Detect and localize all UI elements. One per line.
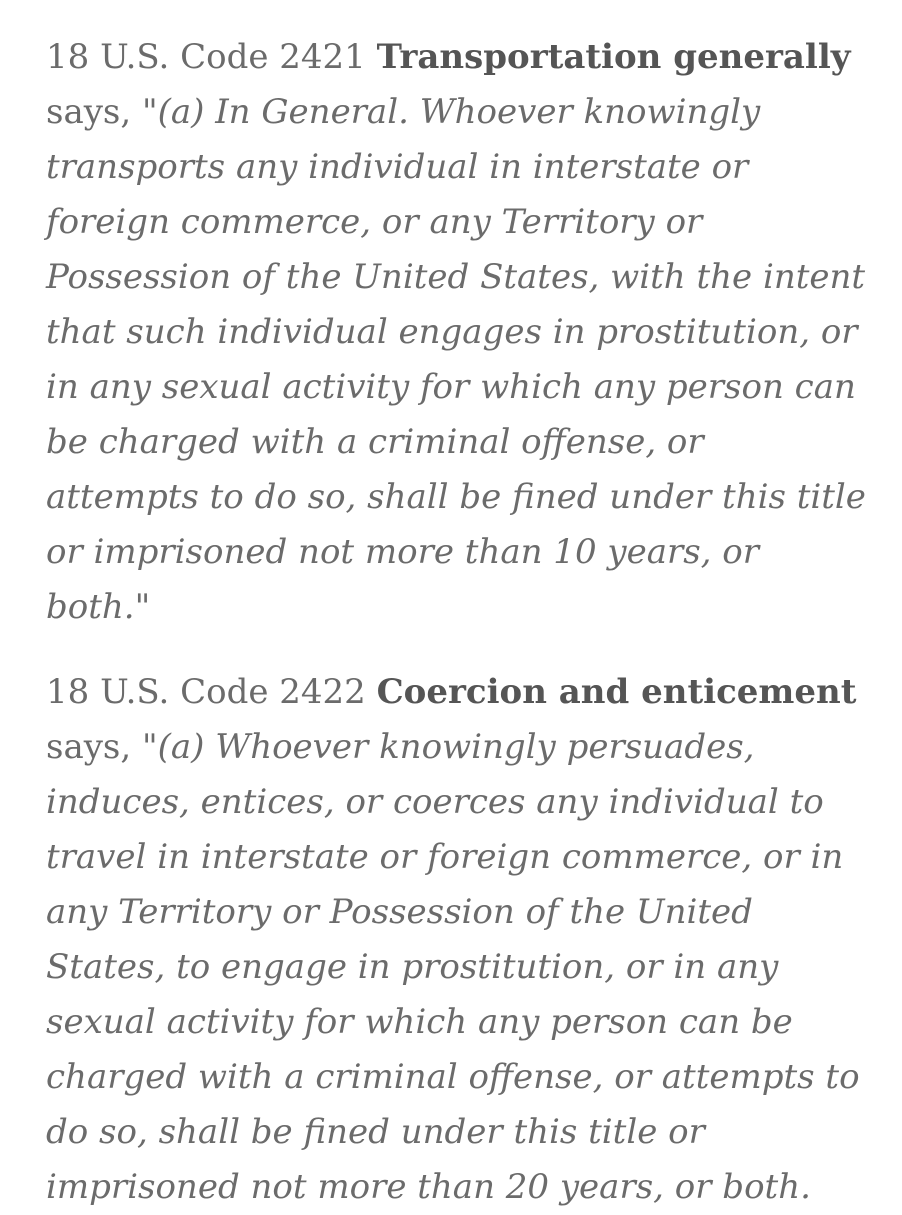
statute-title: Transportation generally	[376, 37, 851, 77]
close-quote: "	[134, 587, 151, 627]
open-quote: "	[142, 92, 158, 132]
says-label: says,	[46, 92, 132, 132]
code-reference: 18 U.S. Code 2422	[46, 672, 366, 712]
code-reference: 18 U.S. Code 2421	[46, 37, 366, 77]
statute-2421-paragraph	[46, 30, 866, 635]
statute-2422-paragraph	[46, 665, 866, 1215]
document-body	[46, 30, 866, 1215]
statute-quote: (a) Whoever knowingly persuades, induces, entices, or coerces any individual to travel in interstate or foreign commerce, or in any Territory or Possession of the United States, to engage in prostitution, or in any sexual activity for which any person can be charged with a criminal offense, or attempts to do so, shall be fined under this title or imprisoned not more than 20 years, or both.	[46, 727, 860, 1207]
says-label: says,	[46, 727, 132, 767]
statute-quote: (a) In General. Whoever knowingly transports any individual in interstate or foreign commerce, or any Territory or Possession of the United States, with the intent that such individual engages in prostitution, or in any sexual activity for which any person can be charged with a criminal offense, or attempts to do so, shall be fined under this title or imprisoned not more than 10 years, or both.	[46, 92, 866, 627]
open-quote: "	[142, 727, 158, 767]
statute-title: Coercion and enticement	[376, 672, 857, 712]
